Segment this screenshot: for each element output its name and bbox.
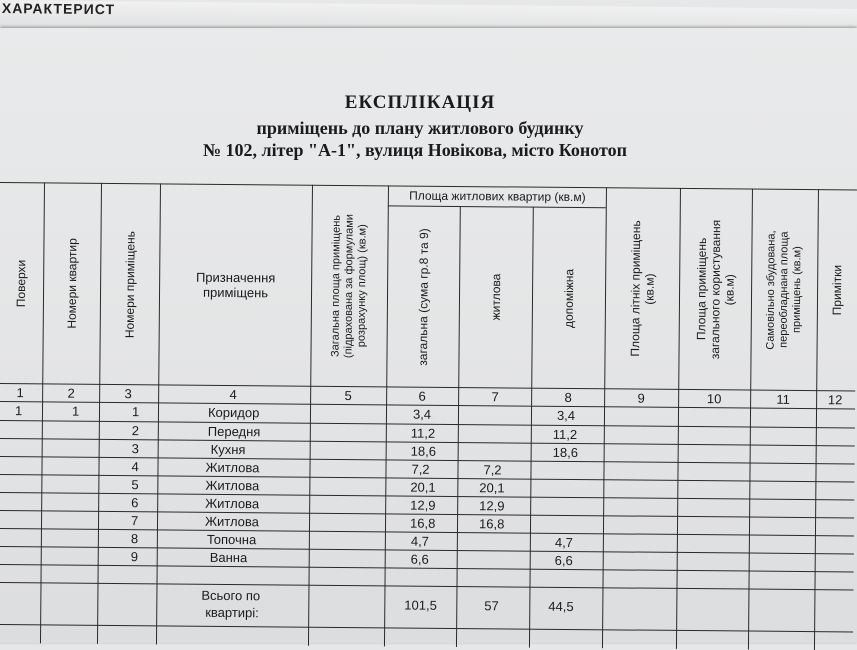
row-total-area: 20,1 [410,479,436,495]
column-number: 7 [491,389,499,405]
column-number: 9 [637,390,645,406]
document-title: ЕКСПЛІКАЦІЯ [344,92,496,113]
header-common-use: Площа приміщень загального користування (кв.м) [694,219,737,359]
row-living-area: 16,8 [478,516,505,532]
row-purpose: Передня [207,423,261,440]
column-number: 3 [124,386,132,402]
row-purpose: Кухня [210,441,246,458]
column-number: 4 [229,387,237,403]
header-living-area-group: Площа житлових квартир (кв.м) [409,188,586,205]
document-address: № 102, літер "А-1", вулиця Новікова, місто Конотоп [202,140,628,160]
row-living-area: 7,2 [483,462,502,478]
row-total-area: 16,8 [409,515,436,531]
row-auxiliary-area: 11,2 [552,426,578,443]
summary-label-line2: квартирі: [205,604,259,621]
row-apartment: 1 [71,403,80,419]
header-total-area: Загальна площа приміщень (підрахована за формулами розрахунку площ) (кв.м) [329,214,369,359]
row-total-area: 11,2 [410,425,436,441]
row-room-number: 3 [131,441,139,457]
row-purpose: Житлова [205,495,260,512]
header-notes: Примітки [829,265,845,316]
header-summer-premises: Площа літніх приміщень (кв.м) [628,220,657,357]
column-number: 10 [706,391,722,407]
row-room-number: 6 [131,495,139,511]
column-number: 1 [16,385,24,401]
column-number: 11 [776,391,790,407]
row-total-area: 6,6 [410,551,429,567]
document-subtitle: приміщень до плану житлового будинку [256,118,584,138]
row-purpose: Житлова [204,513,260,530]
row-living-area: 20,1 [479,480,505,496]
row-room-number: 7 [130,513,139,529]
row-living-area: 12,9 [479,498,505,514]
summary-total-area: 101,5 [404,597,437,613]
header-room-numbers: Номери приміщень [122,230,138,338]
row-auxiliary-area: 4,7 [554,534,574,551]
explication-table [0,182,857,650]
header-living: житлова [488,273,504,321]
row-room-number: 5 [131,477,139,493]
row-room-number: 2 [131,423,140,439]
row-total-area: 7,2 [411,461,430,477]
header-purpose: Призначення приміщень [195,269,276,301]
column-number: 8 [564,389,572,405]
previous-page-heading: ХАРАКТЕРИСТ [1,0,116,18]
summary-auxiliary-area: 44,5 [548,598,574,615]
summary-label-line1: Всього по [201,587,261,604]
column-number: 6 [418,388,426,404]
row-floor: 1 [14,403,23,419]
row-auxiliary-area: 18,6 [552,444,579,461]
header-floors: Поверхи [13,259,29,307]
header-total-sum: загальна (сума гр.8 та 9) [415,227,432,366]
row-total-area: 12,9 [410,497,436,513]
row-auxiliary-area: 3,4 [556,407,576,424]
row-purpose: Житлова [205,459,260,476]
header-self-built: Самовільно збудована, переобладнана площа приміщень (кв.м) [764,230,804,350]
header-apartment-numbers: Номери квартир [64,238,80,329]
header-auxiliary: допоміжна [561,268,577,328]
row-purpose: Коридор [207,404,260,421]
row-room-number: 9 [130,549,139,565]
row-total-area: 3,4 [412,406,432,422]
row-total-area: 18,6 [410,443,437,459]
row-auxiliary-area: 6,6 [554,552,573,569]
row-room-number: 1 [131,404,140,420]
column-number: 12 [827,392,843,408]
row-purpose: Житлова [205,477,260,494]
row-purpose: Ванна [209,549,248,566]
column-number: 2 [67,385,75,401]
summary-living-area: 57 [484,598,499,614]
row-room-number: 8 [130,531,139,547]
row-purpose: Топочна [206,531,257,548]
row-total-area: 4,7 [410,533,430,549]
row-room-number: 4 [131,459,139,475]
column-number: 5 [344,388,352,404]
